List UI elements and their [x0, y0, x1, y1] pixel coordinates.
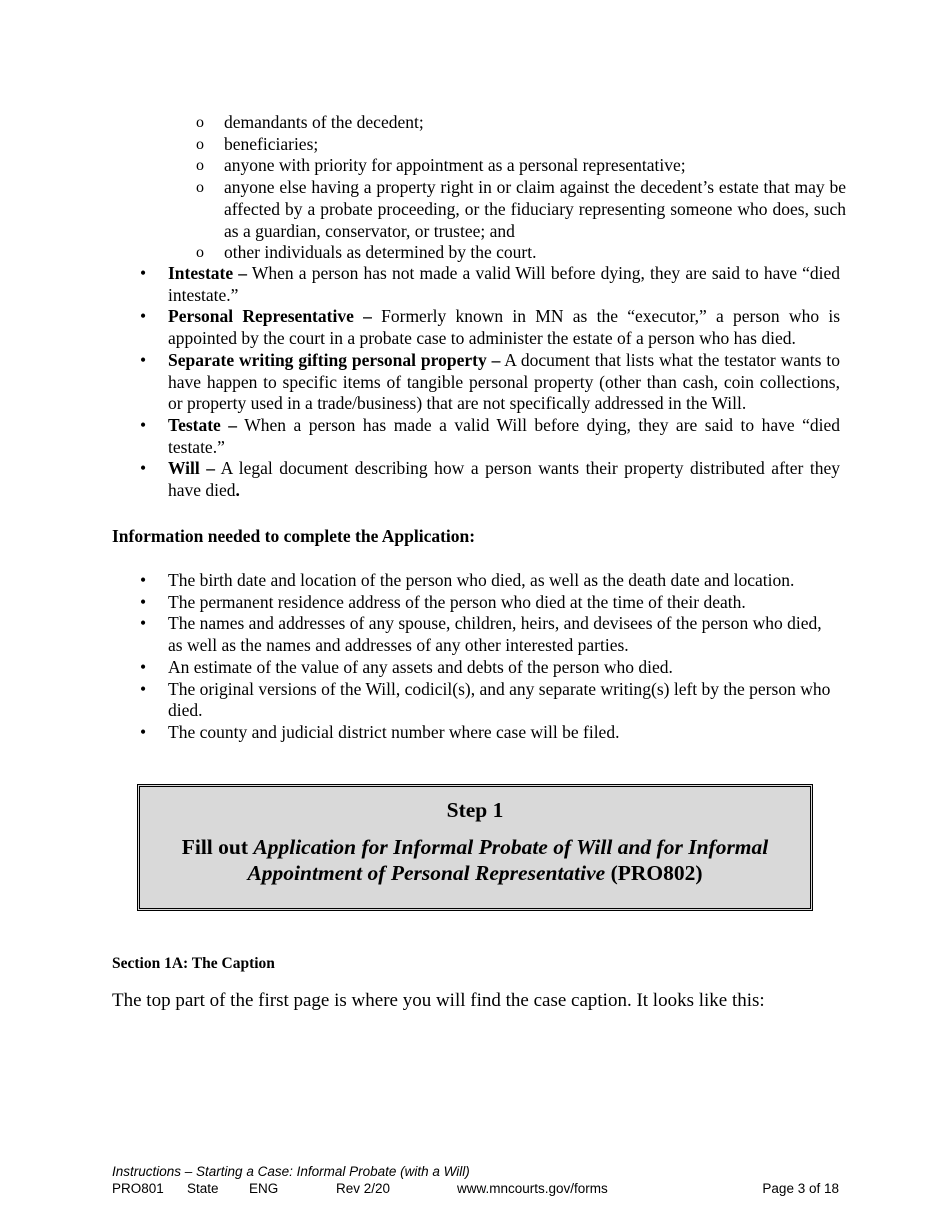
bullet-marker: o	[196, 244, 204, 262]
definition-item-separate-writing	[140, 350, 840, 415]
bullet-marker: •	[140, 349, 147, 370]
footer-title: Instructions – Starting a Case: Informal Probate (with a Will)	[112, 1164, 470, 1179]
section-heading: Section 1A: The Caption	[112, 955, 275, 972]
footer-state: State	[187, 1181, 219, 1196]
definition-item-will	[140, 458, 840, 501]
definition-item-intestate	[140, 263, 840, 306]
footer-page-number: Page 3 of 18	[762, 1181, 839, 1196]
footer-url-link[interactable]: www.mncourts.gov/forms	[457, 1181, 608, 1196]
bullet-marker: o	[196, 135, 204, 153]
footer-row	[112, 1180, 839, 1197]
definition-end-period: .	[235, 480, 240, 501]
definition-text: When a person has made a valid Will before dying, they are said to have “died testate.”	[168, 414, 840, 457]
footer-form-code: PRO801	[112, 1181, 164, 1196]
definition-text: A document that lists what the testator wants to have happen to specific items of tangible personal property (other than cash, coin collections, or property used in a trade/business) that are not specifically addressed in the Will.	[168, 349, 840, 414]
list-item-text: The names and addresses of any spouse, children, heirs, and devisees of the person who died, as well as the names and addresses of any other interested parties.	[168, 613, 822, 656]
list-item-text: The birth date and location of the person who died, as well as the death date and location.	[168, 570, 795, 590]
list-item-text: The permanent residence address of the person who died at the time of their death.	[168, 591, 746, 612]
bullet-marker: o	[196, 157, 204, 175]
definition-text: A legal document describing how a person wants their property distributed after they have died	[168, 458, 840, 501]
sub-bullet-list	[196, 112, 846, 264]
list-item	[140, 657, 840, 679]
definition-item-personal-representative	[140, 306, 840, 349]
definition-text: When a person has not made a valid Will before dying, they are said to have “died intestate.”	[168, 263, 840, 305]
definition-text: Formerly known in MN as the “executor,” a person who is appointed by the court in a probate case to administer the estate of a person who has died.	[168, 306, 841, 349]
definition-term: Testate –	[168, 414, 238, 435]
list-item	[196, 242, 846, 264]
list-item	[140, 722, 840, 744]
footer-revision: Rev 2/20	[336, 1181, 391, 1196]
list-item	[196, 155, 846, 177]
bullet-marker: •	[140, 678, 147, 699]
section-paragraph: The top part of the first page is where you will find the case caption. It looks like this:	[112, 990, 765, 1011]
bullet-marker: o	[196, 114, 204, 131]
list-item-text: An estimate of the value of any assets and debts of the person who died.	[168, 656, 673, 677]
bullet-marker: •	[140, 458, 147, 479]
step-prefix: Fill out	[181, 835, 254, 859]
bullet-marker: o	[196, 179, 204, 197]
definition-term: Separate writing gifting personal property –	[168, 349, 501, 370]
bullet-marker: •	[140, 570, 147, 590]
list-item-text: beneficiaries;	[224, 133, 319, 154]
bullet-marker: •	[140, 414, 147, 435]
bullet-marker: •	[140, 613, 147, 634]
list-item-text: demandants of the decedent;	[224, 112, 424, 132]
list-item	[140, 570, 840, 592]
list-item	[140, 592, 840, 614]
step-form-name: Application for Informal Probate of Will and for Informal Appointment of Personal Representative	[247, 835, 769, 885]
list-item-text: anyone else having a property right in or claim against the decedent’s estate that may be affected by a probate proceeding, or the fiduciary representing someone who does, such as a guardian, conservator, or trustee; and	[224, 177, 846, 241]
definitions-list	[140, 263, 840, 502]
list-item	[196, 134, 846, 156]
footer-language: ENG	[249, 1181, 279, 1196]
list-item	[196, 112, 846, 134]
step-callout-box	[137, 784, 813, 911]
list-item-text: The original versions of the Will, codicil(s), and any separate writing(s) left by the person who died.	[168, 678, 831, 721]
list-item	[140, 613, 840, 656]
definition-term: Will –	[168, 458, 216, 479]
list-item-text: anyone with priority for appointment as a personal representative;	[224, 155, 686, 176]
page-footer	[112, 1163, 839, 1197]
step-form-code: (PRO802)	[605, 861, 703, 885]
list-item	[140, 679, 840, 722]
step-instruction	[155, 834, 795, 886]
info-heading: Information needed to complete the Application:	[112, 526, 476, 546]
definition-item-testate	[140, 415, 840, 458]
list-item	[196, 177, 846, 242]
bullet-marker: •	[140, 306, 147, 327]
bullet-marker: •	[140, 721, 147, 742]
bullet-marker: •	[140, 656, 147, 677]
bullet-marker: •	[140, 591, 147, 612]
definition-term: Intestate –	[168, 263, 248, 283]
list-item-text: other individuals as determined by the court.	[224, 242, 537, 263]
bullet-marker: •	[140, 263, 147, 283]
info-list	[140, 570, 840, 744]
definition-term: Personal Representative –	[168, 306, 372, 327]
list-item-text: The county and judicial district number where case will be filed.	[168, 721, 620, 742]
step-title: Step 1	[446, 798, 504, 822]
